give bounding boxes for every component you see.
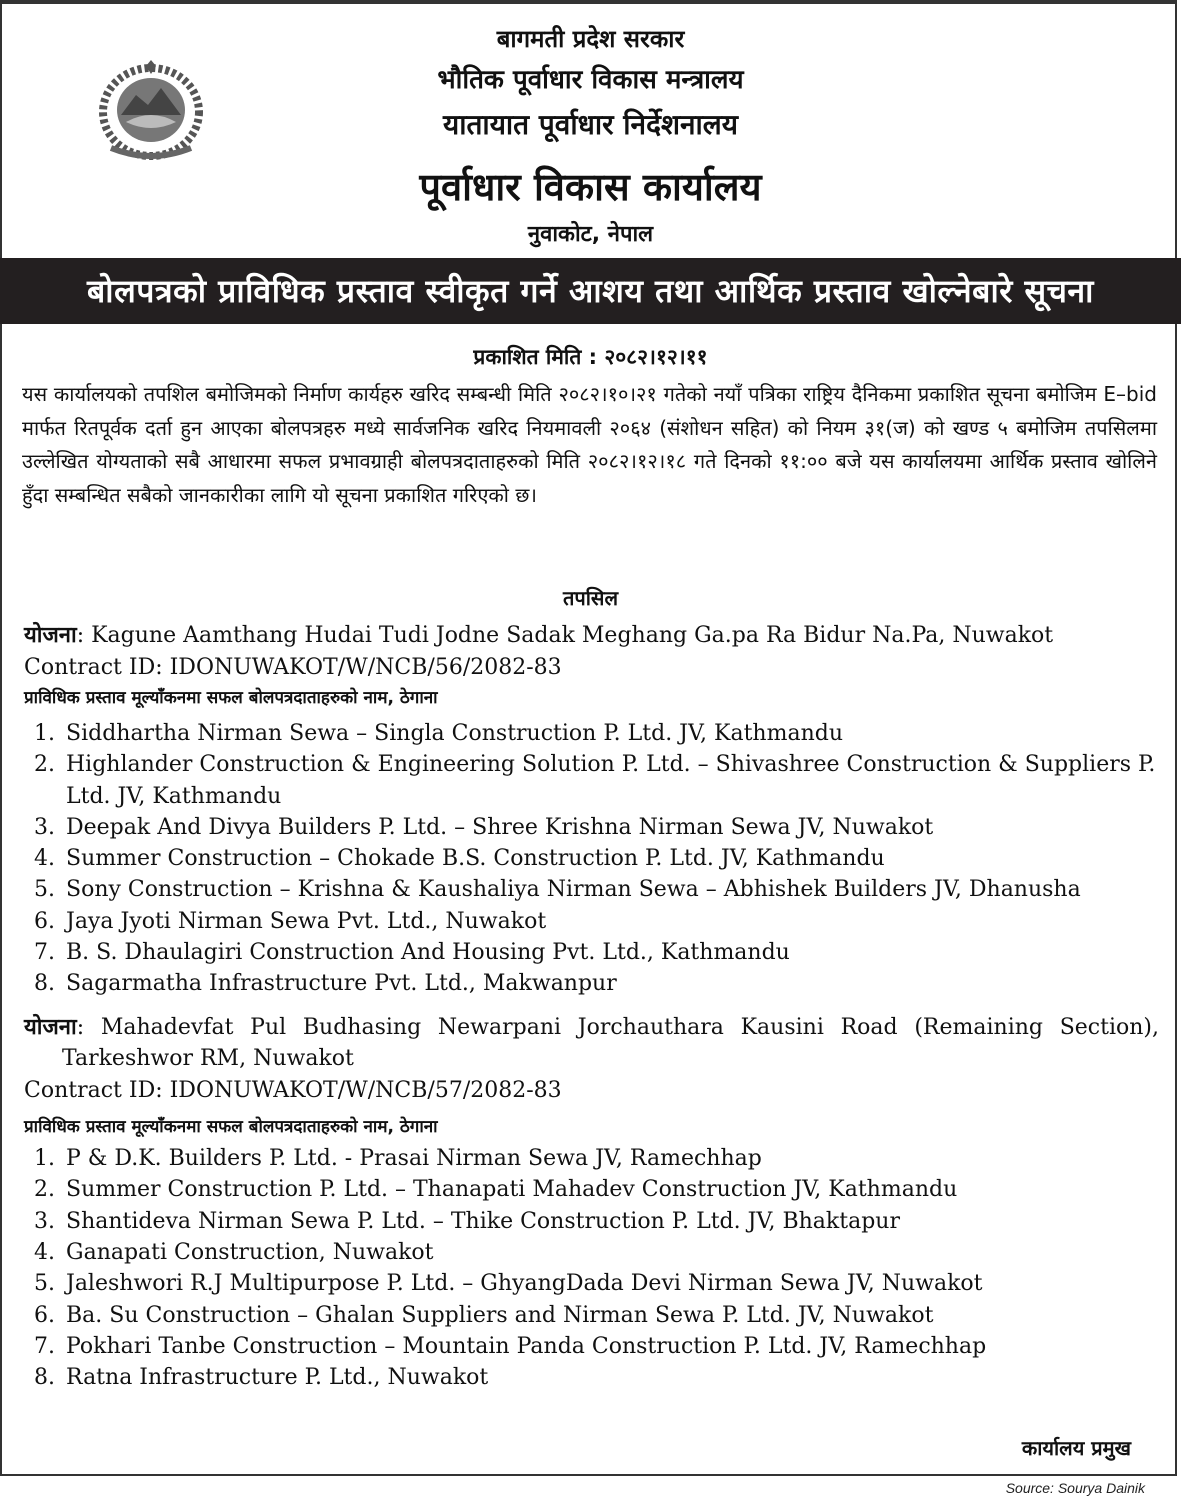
ministry-name: भौतिक पूर्वाधार विकास मन्त्रालय	[437, 65, 744, 95]
signature-office-chief: कार्यालय प्रमुख	[1021, 1436, 1131, 1460]
list-item: 7. Pokhari Tanbe Construction – Mountain Panda Construction P. Ltd. JV, Ramechhap	[62, 1331, 1159, 1362]
bidders-heading: प्राविधिक प्रस्ताव मूल्यांँकनमा सफल बोलपत्रदाताहरुको नाम, ठेगाना	[24, 688, 438, 708]
letterhead	[0, 0, 1181, 256]
project-name: योजना: Kagune Aamthang Hudai Tudi Jodne Sadak Meghang Ga.pa Ra Bidur Na.Pa, Nuwakot	[24, 623, 1054, 648]
project-name-continued: Tarkeshwor RM, Nuwakot	[62, 1046, 354, 1072]
list-item: 1. P & D.K. Builders P. Ltd. - Prasai Nirman Sewa JV, Ramechhap	[62, 1143, 1159, 1174]
source-credit: Source: Sourya Dainik	[1005, 1480, 1145, 1496]
list-item: 3. Shantideva Nirman Sewa P. Ltd. – Thike Construction P. Ltd. JV, Bhaktapur	[62, 1206, 1159, 1237]
bidders-list	[24, 1143, 1159, 1393]
intro-paragraph: यस कार्यालयको तपशिल बमोजिमको निर्माण कार्यहरु खरिद सम्बन्धी मिति २०८२।१०।२१ गतेको नयाँ पत्रिका राष्ट्रिय दैनिकमा प्रकाशित सूचना बमोजिम E–bid मार्फत रितपूर्वक दर्ता हुन आएका बोलपत्रहरु मध्ये सार्वजनिक खरिद नियमावली २०६४ (संशोधन सहित) को नियम ३१(ज) को खण्ड ५ बमोजिम तपसिलमा उल्लेखित योग्यताको सबै आधारमा सफल प्रभावग्राही बोलपत्रदाताहरुको मिति २०८२।१२।१८ गते दिनको ११:०० बजे यस कार्यालयमा आर्थिक प्रस्ताव खोलिने हुँदा सम्बन्धित सबैको जानकारीका लागि यो सूचना प्रकाशित गरिएको छ।	[22, 382, 1157, 507]
list-item: 5. Jaleshwori R.J Multipurpose P. Ltd. – GhyangDada Devi Nirman Sewa JV, Nuwakot	[62, 1268, 1159, 1299]
list-item: 3. Deepak And Divya Builders P. Ltd. – Shree Krishna Nirman Sewa JV, Nuwakot	[62, 812, 1159, 843]
notice-title: बोलपत्रको प्राविधिक प्रस्ताव स्वीकृत गर्ने आशय तथा आर्थिक प्रस्ताव खोल्नेबारे सूचना	[0, 258, 1181, 324]
list-item: 8. Ratna Infrastructure P. Ltd., Nuwakot	[62, 1362, 1159, 1393]
contract-id: Contract ID: IDONUWAKOT/W/NCB/56/2082-83	[24, 654, 562, 680]
list-item: 2. Summer Construction P. Ltd. – Thanapati Mahadev Construction JV, Kathmandu	[62, 1174, 1159, 1205]
contract-id: Contract ID: IDONUWAKOT/W/NCB/57/2082-83	[24, 1077, 562, 1103]
published-date: प्रकाशित मिति : २०८२।१२।११	[473, 345, 708, 369]
list-item: 4. Summer Construction – Chokade B.S. Construction P. Ltd. JV, Kathmandu	[62, 843, 1159, 874]
list-item: 7. B. S. Dhaulagiri Construction And Housing Pvt. Ltd., Kathmandu	[62, 937, 1159, 968]
bidders-list	[24, 718, 1159, 1000]
list-item: 8. Sagarmatha Infrastructure Pvt. Ltd., Makwanpur	[62, 968, 1159, 999]
province-government: बागमती प्रदेश सरकार	[496, 25, 685, 53]
office-name: पूर्वाधार विकास कार्यालय	[419, 165, 762, 209]
list-item: 1. Siddhartha Nirman Sewa – Singla Construction P. Ltd. JV, Kathmandu	[62, 718, 1159, 749]
list-item: 2. Highlander Construction & Engineering Solution P. Ltd. – Shivashree Construction & Suppliers P. Ltd. JV, Kathmandu	[62, 749, 1159, 812]
bidders-heading: प्राविधिक प्रस्ताव मूल्यांँकनमा सफल बोलपत्रदाताहरुको नाम, ठेगाना	[24, 1117, 438, 1138]
directorate-name: यातायात पूर्वाधार निर्देशनालय	[442, 108, 739, 141]
list-item: 5. Sony Construction – Krishna & Kaushaliya Nirman Sewa – Abhishek Builders JV, Dhanusha	[62, 874, 1159, 905]
list-item: 6. Ba. Su Construction – Ghalan Suppliers and Nirman Sewa P. Ltd. JV, Nuwakot	[62, 1300, 1159, 1331]
list-item: 4. Ganapati Construction, Nuwakot	[62, 1237, 1159, 1268]
list-item: 6. Jaya Jyoti Nirman Sewa Pvt. Ltd., Nuwakot	[62, 906, 1159, 937]
details-heading: तपसिल	[562, 586, 619, 610]
project-name: योजना: Mahadevfat Pul Budhasing Newarpani Jorchauthara Kausini Road (Remaining Section),	[24, 1014, 1159, 1040]
office-location: नुवाकोट, नेपाल	[527, 222, 654, 247]
project-details	[24, 620, 1159, 1394]
